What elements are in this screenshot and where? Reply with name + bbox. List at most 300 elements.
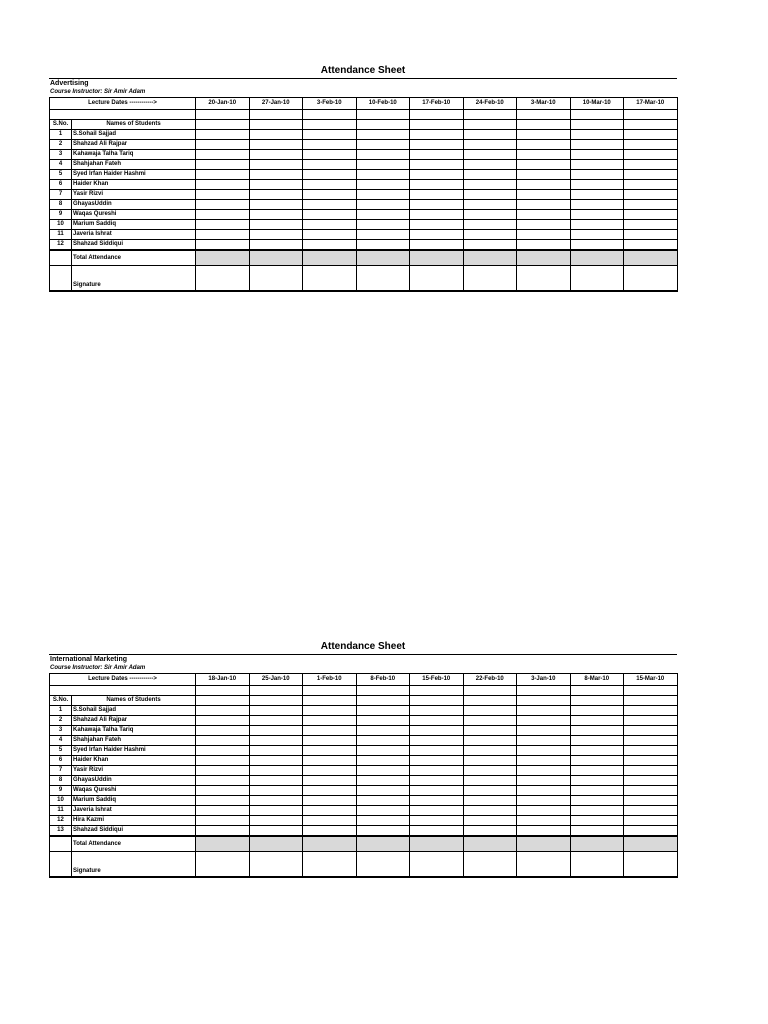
attendance-cell[interactable] <box>624 816 678 826</box>
attendance-cell[interactable] <box>410 766 464 776</box>
attendance-cell[interactable] <box>410 140 464 150</box>
attendance-cell[interactable] <box>356 200 410 210</box>
attendance-cell[interactable] <box>356 786 410 796</box>
total-attendance-row <box>50 836 678 852</box>
student-sno: 11 <box>50 806 72 816</box>
attendance-cell[interactable] <box>249 816 303 826</box>
attendance-cell[interactable] <box>463 140 517 150</box>
attendance-cell[interactable] <box>303 170 357 180</box>
attendance-cell[interactable] <box>570 716 624 726</box>
attendance-cell[interactable] <box>303 826 357 837</box>
total-attendance-cell[interactable] <box>410 836 464 852</box>
attendance-cell[interactable] <box>624 230 678 240</box>
attendance-cell[interactable] <box>624 130 678 140</box>
attendance-cell[interactable] <box>517 140 571 150</box>
attendance-cell[interactable] <box>517 240 571 251</box>
attendance-cell[interactable] <box>249 210 303 220</box>
signature-cell[interactable] <box>624 266 678 292</box>
attendance-cell[interactable] <box>463 200 517 210</box>
attendance-cell[interactable] <box>303 806 357 816</box>
attendance-cell[interactable] <box>410 776 464 786</box>
attendance-cell[interactable] <box>303 786 357 796</box>
total-attendance-cell[interactable] <box>356 836 410 852</box>
attendance-cell[interactable] <box>356 120 410 130</box>
attendance-cell[interactable] <box>463 796 517 806</box>
attendance-cell[interactable] <box>410 746 464 756</box>
attendance-cell[interactable] <box>303 220 357 230</box>
attendance-cell[interactable] <box>624 716 678 726</box>
attendance-cell[interactable] <box>249 726 303 736</box>
attendance-cell[interactable] <box>249 736 303 746</box>
total-attendance-cell[interactable] <box>570 250 624 266</box>
attendance-cell[interactable] <box>196 756 250 766</box>
attendance-cell[interactable] <box>356 180 410 190</box>
attendance-cell[interactable] <box>517 120 571 130</box>
attendance-cell[interactable] <box>570 796 624 806</box>
attendance-cell[interactable] <box>196 796 250 806</box>
attendance-cell[interactable] <box>570 706 624 716</box>
total-attendance-cell[interactable] <box>463 836 517 852</box>
attendance-cell[interactable] <box>624 220 678 230</box>
attendance-cell[interactable] <box>570 826 624 837</box>
attendance-cell[interactable] <box>624 240 678 251</box>
attendance-cell[interactable] <box>303 756 357 766</box>
attendance-cell[interactable] <box>517 726 571 736</box>
attendance-cell[interactable] <box>196 210 250 220</box>
attendance-cell[interactable] <box>463 726 517 736</box>
attendance-cell[interactable] <box>356 816 410 826</box>
attendance-cell[interactable] <box>570 190 624 200</box>
attendance-cell[interactable] <box>356 230 410 240</box>
attendance-cell[interactable] <box>624 200 678 210</box>
attendance-cell[interactable] <box>463 716 517 726</box>
attendance-cell[interactable] <box>463 190 517 200</box>
signature-cell[interactable] <box>517 852 571 878</box>
attendance-cell[interactable] <box>249 230 303 240</box>
attendance-cell[interactable] <box>356 160 410 170</box>
signature-cell[interactable] <box>356 266 410 292</box>
attendance-cell[interactable] <box>463 230 517 240</box>
attendance-cell[interactable] <box>249 796 303 806</box>
signature-cell[interactable] <box>410 852 464 878</box>
attendance-cell[interactable] <box>249 240 303 251</box>
attendance-cell[interactable] <box>410 756 464 766</box>
attendance-cell[interactable] <box>624 826 678 837</box>
attendance-cell[interactable] <box>410 200 464 210</box>
total-attendance-cell[interactable] <box>517 836 571 852</box>
attendance-cell[interactable] <box>517 696 571 706</box>
attendance-cell[interactable] <box>624 696 678 706</box>
attendance-cell[interactable] <box>570 746 624 756</box>
student-row <box>50 220 678 230</box>
attendance-cell[interactable] <box>356 736 410 746</box>
total-attendance-cell[interactable] <box>624 250 678 266</box>
attendance-cell[interactable] <box>303 130 357 140</box>
attendance-cell[interactable] <box>517 786 571 796</box>
attendance-cell[interactable] <box>356 796 410 806</box>
student-sno: 5 <box>50 170 72 180</box>
attendance-cell[interactable] <box>303 766 357 776</box>
student-sno: 12 <box>50 816 72 826</box>
attendance-cell[interactable] <box>517 746 571 756</box>
attendance-cell[interactable] <box>463 766 517 776</box>
attendance-cell[interactable] <box>196 716 250 726</box>
attendance-cell[interactable] <box>196 806 250 816</box>
attendance-cell[interactable] <box>463 816 517 826</box>
attendance-cell[interactable] <box>570 786 624 796</box>
attendance-cell[interactable] <box>196 736 250 746</box>
attendance-cell[interactable] <box>517 766 571 776</box>
attendance-cell[interactable] <box>624 706 678 716</box>
attendance-cell[interactable] <box>517 230 571 240</box>
attendance-cell[interactable] <box>303 726 357 736</box>
attendance-cell[interactable] <box>410 210 464 220</box>
total-attendance-cell[interactable] <box>303 250 357 266</box>
attendance-cell[interactable] <box>249 786 303 796</box>
attendance-cell[interactable] <box>517 716 571 726</box>
total-attendance-cell[interactable] <box>196 250 250 266</box>
signature-cell[interactable] <box>249 266 303 292</box>
attendance-cell[interactable] <box>517 170 571 180</box>
total-attendance-cell[interactable] <box>249 836 303 852</box>
attendance-cell[interactable] <box>249 130 303 140</box>
attendance-cell[interactable] <box>303 796 357 806</box>
attendance-cell[interactable] <box>624 776 678 786</box>
attendance-cell[interactable] <box>570 220 624 230</box>
attendance-cell[interactable] <box>624 756 678 766</box>
attendance-cell[interactable] <box>463 696 517 706</box>
attendance-cell[interactable] <box>196 826 250 837</box>
attendance-cell[interactable] <box>463 170 517 180</box>
attendance-cell[interactable] <box>249 696 303 706</box>
attendance-cell[interactable] <box>249 220 303 230</box>
attendance-cell[interactable] <box>463 240 517 251</box>
total-attendance-cell[interactable] <box>303 836 357 852</box>
attendance-cell[interactable] <box>196 746 250 756</box>
attendance-cell[interactable] <box>196 170 250 180</box>
attendance-cell[interactable] <box>463 130 517 140</box>
attendance-cell[interactable] <box>249 716 303 726</box>
attendance-cell[interactable] <box>570 756 624 766</box>
attendance-cell[interactable] <box>356 140 410 150</box>
attendance-cell[interactable] <box>303 210 357 220</box>
attendance-cell[interactable] <box>570 140 624 150</box>
attendance-cell[interactable] <box>249 776 303 786</box>
spacer-row <box>50 686 678 696</box>
attendance-cell[interactable] <box>624 796 678 806</box>
signature-cell[interactable] <box>463 266 517 292</box>
attendance-cell[interactable] <box>249 170 303 180</box>
student-sno: 2 <box>50 140 72 150</box>
attendance-cell[interactable] <box>303 816 357 826</box>
attendance-cell[interactable] <box>356 806 410 816</box>
attendance-cell[interactable] <box>196 726 250 736</box>
attendance-cell[interactable] <box>463 756 517 766</box>
attendance-cell[interactable] <box>410 826 464 837</box>
attendance-cell[interactable] <box>570 180 624 190</box>
attendance-cell[interactable] <box>356 220 410 230</box>
attendance-cell[interactable] <box>570 130 624 140</box>
attendance-cell[interactable] <box>517 200 571 210</box>
attendance-cell[interactable] <box>463 160 517 170</box>
attendance-cell[interactable] <box>624 766 678 776</box>
blank-cell <box>50 250 72 266</box>
attendance-cell[interactable] <box>517 826 571 837</box>
attendance-cell[interactable] <box>570 150 624 160</box>
attendance-cell[interactable] <box>410 160 464 170</box>
attendance-cell[interactable] <box>249 180 303 190</box>
attendance-cell[interactable] <box>196 160 250 170</box>
attendance-cell[interactable] <box>249 190 303 200</box>
attendance-cell[interactable] <box>303 716 357 726</box>
attendance-cell[interactable] <box>410 806 464 816</box>
student-name: Shahzad Siddiqui <box>72 826 196 837</box>
total-attendance-cell[interactable] <box>410 250 464 266</box>
attendance-cell[interactable] <box>196 786 250 796</box>
attendance-cell[interactable] <box>196 190 250 200</box>
signature-cell[interactable] <box>196 266 250 292</box>
attendance-cell[interactable] <box>570 240 624 251</box>
total-attendance-cell[interactable] <box>196 836 250 852</box>
attendance-cell[interactable] <box>570 766 624 776</box>
attendance-cell[interactable] <box>303 240 357 251</box>
attendance-cell[interactable] <box>517 190 571 200</box>
attendance-cell[interactable] <box>410 240 464 251</box>
attendance-cell[interactable] <box>624 170 678 180</box>
attendance-cell[interactable] <box>303 736 357 746</box>
attendance-cell[interactable] <box>196 180 250 190</box>
attendance-cell[interactable] <box>356 746 410 756</box>
attendance-cell[interactable] <box>356 716 410 726</box>
blank-cell <box>410 686 464 696</box>
total-attendance-cell[interactable] <box>356 250 410 266</box>
attendance-cell[interactable] <box>517 796 571 806</box>
attendance-cell[interactable] <box>249 140 303 150</box>
attendance-cell[interactable] <box>410 190 464 200</box>
attendance-cell[interactable] <box>356 210 410 220</box>
attendance-cell[interactable] <box>463 746 517 756</box>
signature-cell[interactable] <box>356 852 410 878</box>
attendance-cell[interactable] <box>517 160 571 170</box>
attendance-cell[interactable] <box>517 180 571 190</box>
attendance-cell[interactable] <box>249 766 303 776</box>
attendance-cell[interactable] <box>410 170 464 180</box>
signature-cell[interactable] <box>196 852 250 878</box>
attendance-cell[interactable] <box>410 726 464 736</box>
signature-cell[interactable] <box>570 266 624 292</box>
attendance-cell[interactable] <box>249 160 303 170</box>
signature-cell[interactable] <box>303 266 357 292</box>
attendance-cell[interactable] <box>196 120 250 130</box>
attendance-cell[interactable] <box>463 150 517 160</box>
attendance-cell[interactable] <box>463 220 517 230</box>
attendance-cell[interactable] <box>410 230 464 240</box>
attendance-cell[interactable] <box>624 746 678 756</box>
attendance-cell[interactable] <box>517 756 571 766</box>
attendance-cell[interactable] <box>249 120 303 130</box>
attendance-cell[interactable] <box>570 170 624 180</box>
attendance-cell[interactable] <box>570 736 624 746</box>
attendance-cell[interactable] <box>410 816 464 826</box>
attendance-cell[interactable] <box>410 706 464 716</box>
attendance-cell[interactable] <box>410 696 464 706</box>
attendance-cell[interactable] <box>196 230 250 240</box>
attendance-cell[interactable] <box>517 150 571 160</box>
attendance-cell[interactable] <box>356 726 410 736</box>
attendance-cell[interactable] <box>410 716 464 726</box>
attendance-cell[interactable] <box>570 696 624 706</box>
attendance-cell[interactable] <box>517 806 571 816</box>
attendance-cell[interactable] <box>356 826 410 837</box>
attendance-cell[interactable] <box>249 826 303 837</box>
signature-cell[interactable] <box>517 266 571 292</box>
attendance-cell[interactable] <box>249 806 303 816</box>
student-sno: 7 <box>50 766 72 776</box>
attendance-cell[interactable] <box>517 706 571 716</box>
attendance-cell[interactable] <box>410 130 464 140</box>
attendance-cell[interactable] <box>410 150 464 160</box>
attendance-cell[interactable] <box>570 816 624 826</box>
attendance-cell[interactable] <box>303 180 357 190</box>
attendance-cell[interactable] <box>517 736 571 746</box>
attendance-cell[interactable] <box>303 140 357 150</box>
total-attendance-cell[interactable] <box>570 836 624 852</box>
attendance-cell[interactable] <box>303 696 357 706</box>
attendance-cell[interactable] <box>303 200 357 210</box>
signature-cell[interactable] <box>410 266 464 292</box>
attendance-cell[interactable] <box>356 766 410 776</box>
total-attendance-cell[interactable] <box>463 250 517 266</box>
attendance-cell[interactable] <box>249 756 303 766</box>
student-name: Yasir Rizvi <box>72 766 196 776</box>
attendance-cell[interactable] <box>356 240 410 251</box>
attendance-cell[interactable] <box>303 160 357 170</box>
attendance-cell[interactable] <box>463 706 517 716</box>
signature-cell[interactable] <box>249 852 303 878</box>
attendance-cell[interactable] <box>303 776 357 786</box>
total-attendance-cell[interactable] <box>624 836 678 852</box>
attendance-cell[interactable] <box>410 796 464 806</box>
attendance-cell[interactable] <box>517 220 571 230</box>
attendance-cell[interactable] <box>303 746 357 756</box>
attendance-cell[interactable] <box>624 120 678 130</box>
attendance-cell[interactable] <box>463 826 517 837</box>
spacer-row <box>50 110 678 120</box>
attendance-cell[interactable] <box>624 210 678 220</box>
total-attendance-cell[interactable] <box>517 250 571 266</box>
student-name: Kahawaja Talha Tariq <box>72 150 196 160</box>
attendance-cell[interactable] <box>303 190 357 200</box>
attendance-cell[interactable] <box>570 230 624 240</box>
attendance-cell[interactable] <box>356 696 410 706</box>
attendance-cell[interactable] <box>570 120 624 130</box>
attendance-cell[interactable] <box>463 786 517 796</box>
attendance-cell[interactable] <box>624 150 678 160</box>
attendance-cell[interactable] <box>249 200 303 210</box>
attendance-cell[interactable] <box>356 150 410 160</box>
attendance-cell[interactable] <box>570 776 624 786</box>
attendance-cell[interactable] <box>517 816 571 826</box>
attendance-cell[interactable] <box>624 190 678 200</box>
attendance-cell[interactable] <box>517 210 571 220</box>
attendance-cell[interactable] <box>196 220 250 230</box>
signature-cell[interactable] <box>303 852 357 878</box>
attendance-cell[interactable] <box>410 220 464 230</box>
attendance-cell[interactable] <box>303 230 357 240</box>
attendance-cell[interactable] <box>410 120 464 130</box>
attendance-cell[interactable] <box>196 776 250 786</box>
attendance-cell[interactable] <box>517 776 571 786</box>
attendance-cell[interactable] <box>303 120 357 130</box>
attendance-cell[interactable] <box>196 706 250 716</box>
attendance-cell[interactable] <box>463 806 517 816</box>
attendance-cell[interactable] <box>356 130 410 140</box>
attendance-cell[interactable] <box>303 150 357 160</box>
signature-cell[interactable] <box>624 852 678 878</box>
column-header-row <box>50 696 678 706</box>
attendance-cell[interactable] <box>624 140 678 150</box>
attendance-cell[interactable] <box>196 200 250 210</box>
signature-cell[interactable] <box>463 852 517 878</box>
attendance-cell[interactable] <box>356 776 410 786</box>
total-attendance-cell[interactable] <box>249 250 303 266</box>
attendance-cell[interactable] <box>624 160 678 170</box>
attendance-cell[interactable] <box>570 160 624 170</box>
blank-cell <box>356 110 410 120</box>
attendance-cell[interactable] <box>410 180 464 190</box>
attendance-cell[interactable] <box>303 706 357 716</box>
signature-cell[interactable] <box>570 852 624 878</box>
attendance-cell[interactable] <box>624 726 678 736</box>
attendance-cell[interactable] <box>570 806 624 816</box>
attendance-cell[interactable] <box>196 150 250 160</box>
attendance-cell[interactable] <box>356 756 410 766</box>
attendance-cell[interactable] <box>196 696 250 706</box>
attendance-cell[interactable] <box>196 240 250 251</box>
attendance-cell[interactable] <box>249 746 303 756</box>
attendance-cell[interactable] <box>356 170 410 180</box>
blank-cell <box>50 110 196 120</box>
attendance-cell[interactable] <box>517 130 571 140</box>
student-row <box>50 826 678 837</box>
student-row <box>50 190 678 200</box>
attendance-cell[interactable] <box>196 130 250 140</box>
lecture-dates-label: Lecture Dates ------------> <box>50 98 196 110</box>
attendance-cell[interactable] <box>356 190 410 200</box>
attendance-cell[interactable] <box>196 766 250 776</box>
attendance-cell[interactable] <box>624 736 678 746</box>
attendance-cell[interactable] <box>410 786 464 796</box>
attendance-cell[interactable] <box>463 736 517 746</box>
attendance-cell[interactable] <box>570 210 624 220</box>
attendance-cell[interactable] <box>463 120 517 130</box>
attendance-cell[interactable] <box>356 706 410 716</box>
attendance-cell[interactable] <box>570 200 624 210</box>
attendance-cell[interactable] <box>463 210 517 220</box>
attendance-cell[interactable] <box>249 150 303 160</box>
attendance-cell[interactable] <box>196 816 250 826</box>
attendance-cell[interactable] <box>410 736 464 746</box>
attendance-cell[interactable] <box>249 706 303 716</box>
attendance-cell[interactable] <box>463 180 517 190</box>
attendance-cell[interactable] <box>624 180 678 190</box>
attendance-cell[interactable] <box>624 786 678 796</box>
attendance-cell[interactable] <box>624 806 678 816</box>
attendance-cell[interactable] <box>463 776 517 786</box>
course-instructor: Course Instructor: Sir Amir Adam <box>50 665 146 671</box>
attendance-cell[interactable] <box>196 140 250 150</box>
attendance-cell[interactable] <box>570 726 624 736</box>
